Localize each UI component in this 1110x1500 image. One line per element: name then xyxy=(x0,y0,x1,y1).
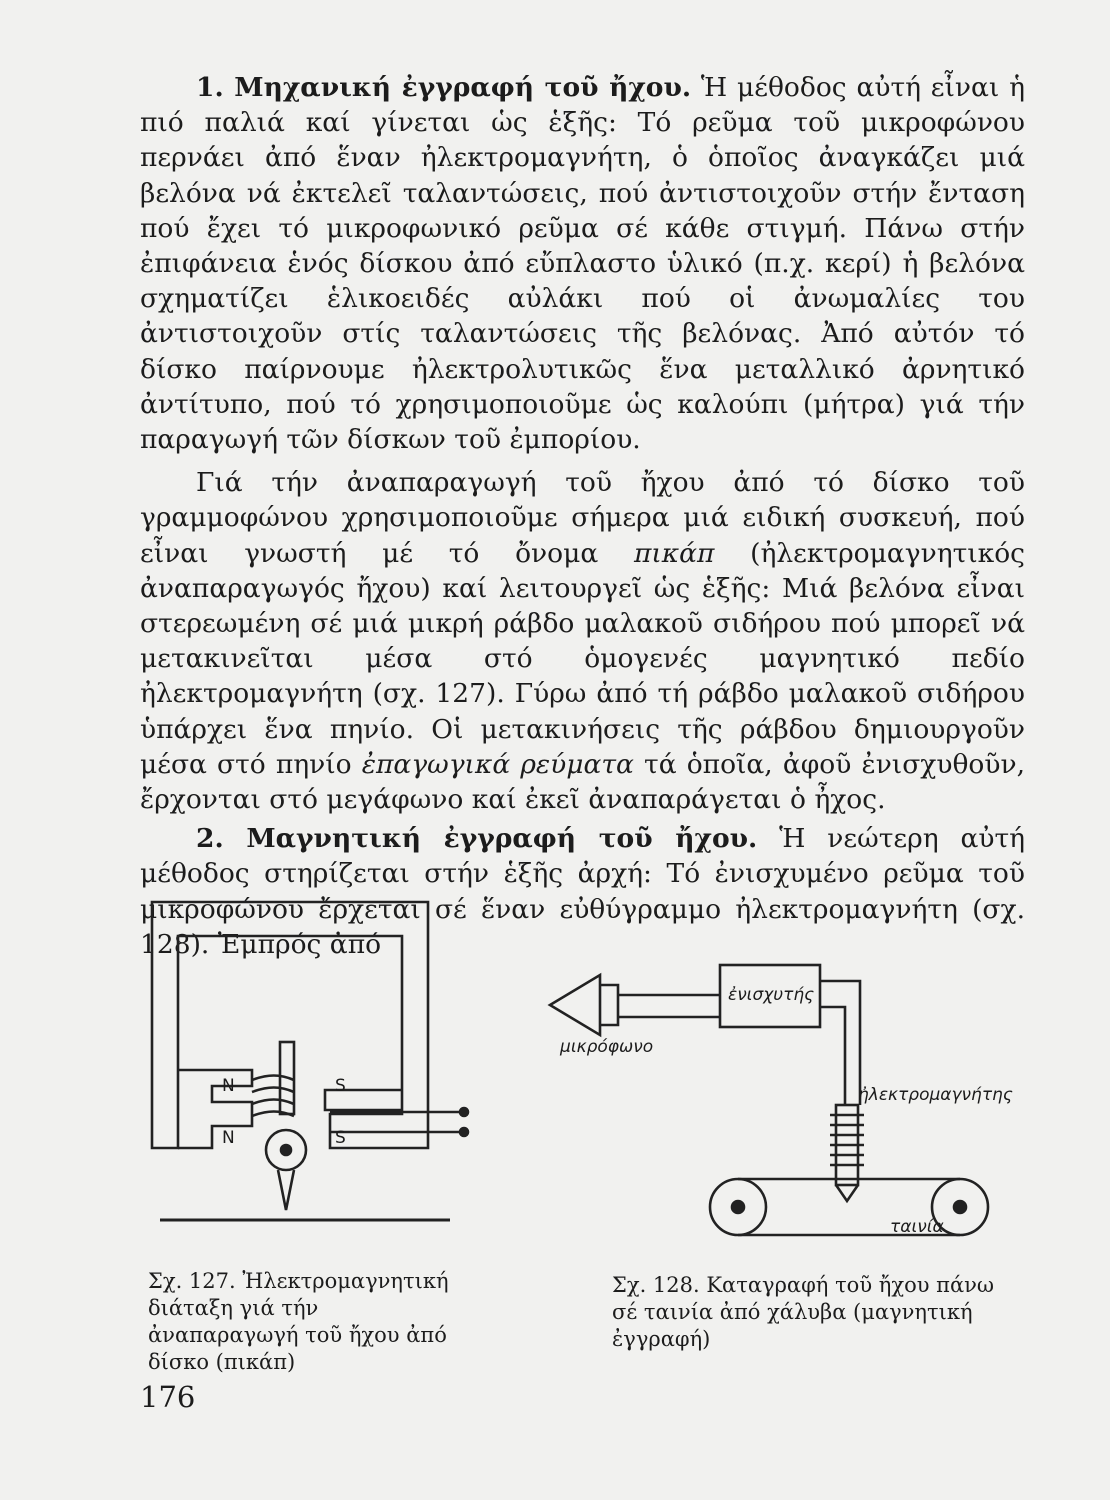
terminal-upper xyxy=(460,1108,468,1116)
pivot-axle xyxy=(281,1145,291,1155)
label-amplifier: ἐνισχυτής xyxy=(728,985,815,1005)
paragraph-pickup xyxy=(140,465,1025,817)
magnetic-recording-text: Ἡ νεώτερη αὐτή μέθοδος στηρίζεται στήν ἑξῆς ἀρχή: Τό ἐνισχυμένο ρεῦμα τοῦ μικροφώνου ἔρχεται σέ ἕναν εὐθύγραμμο ἠλεκτρομαγνήτη (σχ. 128). Ἐμπρός ἀπό xyxy=(140,823,1025,960)
body-text xyxy=(140,70,1025,962)
label-s-top: S xyxy=(335,1076,346,1096)
figure-128-diagram xyxy=(540,945,1020,1245)
pickup-term: πικάπ xyxy=(633,537,715,569)
induced-currents-term: ἐπαγωγικά ρεύματα xyxy=(361,748,634,780)
magnet-pole-tip xyxy=(836,1185,858,1201)
label-electromagnet: ἠλεκτρομαγνήτης xyxy=(858,1085,1013,1105)
right-reel-hub xyxy=(954,1201,966,1213)
left-reel-hub xyxy=(732,1201,744,1213)
figure-128-caption: Σχ. 128. Καταγραφή τοῦ ἤχου πάνω σέ ταινία ἀπό χάλυβα (μαγνητική ἐγγραφή) xyxy=(612,1273,995,1351)
label-microphone: μικρόφωνο xyxy=(560,1037,654,1057)
label-n-top: N xyxy=(222,1076,235,1096)
pickup-text-middle: (ἠλεκτρομαγνητικός ἀναπαραγωγός ἤχου) καί λειτουργεῖ ὡς ἑξῆς: Μιά βελόνα εἶναι στερεωμένη σέ μιά μικρή ράβδο μαλακοῦ σιδήρου πού μπορεῖ νά μετακινεῖται μέσα στό ὁμογενές μαγνητικό πεδίο ἠλεκτρομαγνήτη (σχ. 127). Γύρω ἀπό τή ράβδο μαλακοῦ σιδήρου ὑπάρχει ἕνα πηνίο. Οἱ μετακινήσεις τῆς ράβδου δημιουργοῦν μέσα στό πηνίο xyxy=(140,537,1025,780)
label-n-bottom: N xyxy=(222,1128,235,1148)
left-pole-piece xyxy=(178,1070,252,1148)
label-s-bottom: S xyxy=(335,1128,346,1148)
microphone-flare xyxy=(600,985,618,1025)
figure-127-diagram xyxy=(140,890,480,1250)
microphone-body xyxy=(550,975,600,1035)
coil xyxy=(252,1076,294,1117)
mechanical-recording-text: Ἡ μέθοδος αὐτή εἶναι ἡ πιό παλιά καί γίνεται ὡς ἑξῆς: Τό ρεῦμα τοῦ μικροφώνου περνάει ἀπό ἕναν ἠλεκτρομαγνήτη, ὁ ὁποῖος ἀναγκάζει μιά βελόνα νά ἐκτελεῖ ταλαντώσεις, πού ἀντιστοιχοῦν στήν ἔνταση πού ἔχει τό μικροφωνικό ρεῦμα σέ κάθε στιγμή. Πάνω στήν ἐπιφάνεια ἑνός δίσκου ἀπό εὔπλαστο ὑλικό (π.χ. κερί) ἡ βελόνα σχηματίζει ἑλικοειδές αὐλάκι πού οἱ ἀνωμαλίες του ἀντιστοιχοῦν στίς ταλαντώσεις τῆς βελόνας. Ἀπό αὐτόν τό δίσκο παίρνουμε ἠλεκτρολυτικῶς ἕνα μεταλλικό ἀρνητικό ἀντίτυπο, πού τό χρησιμοποιοῦμε ὡς καλούπι (μήτρα) γιά τήν παραγωγή τῶν δίσκων τοῦ ἐμπορίου. xyxy=(140,72,1025,456)
stylus-needle xyxy=(278,1170,294,1210)
figure-127-caption: Σχ. 127. Ἠλεκτρομαγνητική διάταξη γιά τήν ἀναπαραγωγή τοῦ ἤχου ἀπό δίσκο (πικάπ) xyxy=(148,1269,449,1374)
pickup-electromagnet-drawing xyxy=(140,890,480,1250)
terminal-lower xyxy=(460,1128,468,1136)
pickup-text-end: τά ὁποῖα, ἀφοῦ ἐνισχυθοῦν, ἔρχονται στό μεγάφωνο καί ἐκεῖ ἀναπαράγεται ὁ ἦχος. xyxy=(140,748,1025,816)
amp-to-magnet-wire-2 xyxy=(820,1007,845,1105)
pickup-text-start: Γιά τήν ἀναπαραγωγή τοῦ ἤχου ἀπό τό δίσκο τοῦ γραμμοφώνου χρησιμοποιοῦμε σήμερα μιά ειδική συσκευή, πού εἶναι γνωστή μέ τό ὄνομα xyxy=(140,467,1025,569)
heading-magnetic-recording: 2. Μαγνητική ἐγγραφή τοῦ ἤχου. xyxy=(196,823,758,855)
page-number: 176 xyxy=(140,1380,196,1414)
label-tape: ταινία xyxy=(890,1217,944,1237)
paragraph-mechanical-recording xyxy=(140,70,1025,457)
amp-to-magnet-wire-1 xyxy=(820,981,860,1105)
heading-mechanical-recording: 1. Μηχανική ἐγγραφή τοῦ ἤχου. xyxy=(196,72,692,103)
